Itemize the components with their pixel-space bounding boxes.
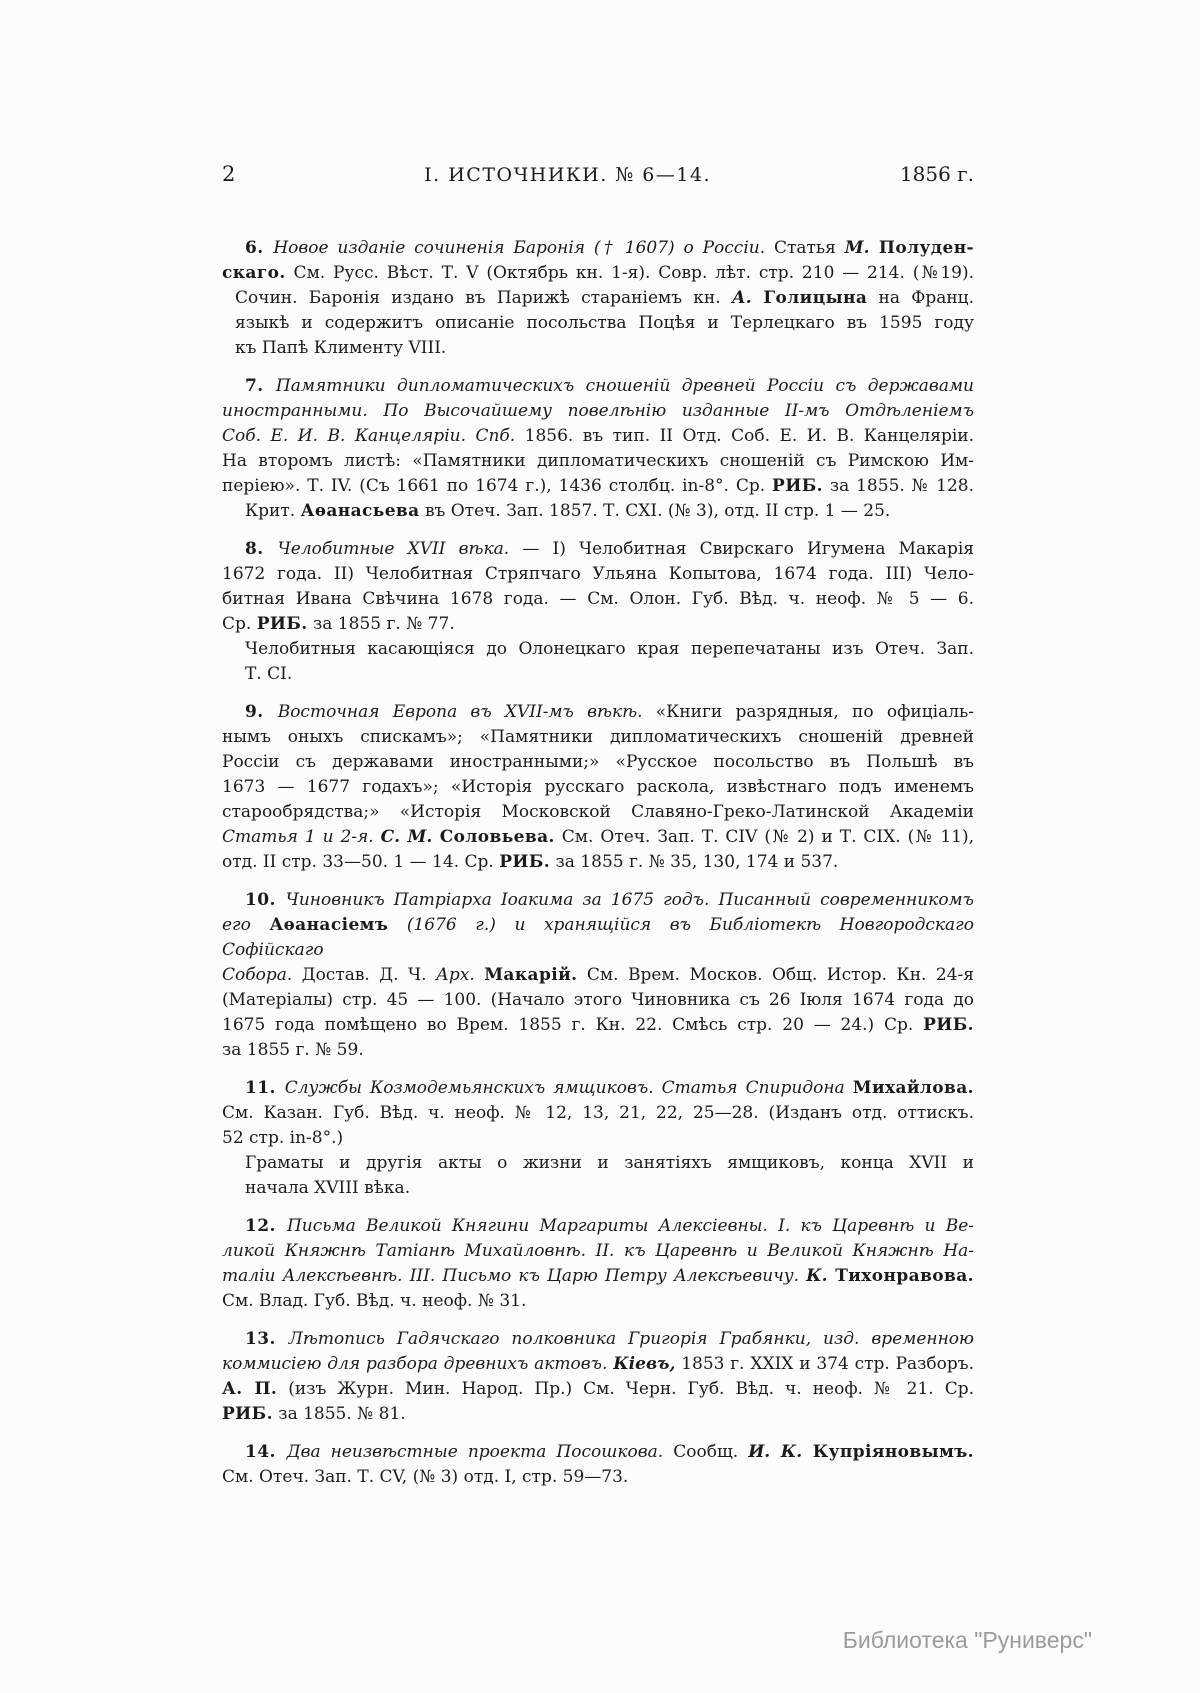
text-run: ликой Княжнѣ Татіанѣ Михайловнѣ. II. къ Царевнѣ и Великой Княжнѣ На- bbox=[222, 1241, 974, 1261]
text-run: См. Русс. Вѣст. Т. V (Октябрь кн. 1-я). Совр. лѣт. стр. 210 — 214. (№19). bbox=[285, 263, 974, 283]
text-run: Восточная Европа въ XVII-мъ вѣкѣ. bbox=[277, 702, 643, 722]
text-line bbox=[222, 1076, 974, 1101]
header-year: 1856 г. bbox=[899, 162, 974, 186]
text-run: — I) Челобитная Свирскаго Игумена Макарія bbox=[509, 539, 974, 559]
text-run: Челобитные XVII вѣка. bbox=[277, 539, 510, 559]
text-run: Соловьева. bbox=[439, 827, 555, 847]
text-run: См. Отеч. Зап. Т. CV, (№ 3) отд. I, стр. 59—73. bbox=[222, 1467, 629, 1487]
text-run: См. Влад. Губ. Вѣд. ч. неоф. № 31. bbox=[222, 1291, 527, 1311]
text-run: (изъ Журн. Мин. Народ. Пр.) См. Черн. Губ. Вѣд. ч. неоф. № 21. Ср. bbox=[277, 1379, 974, 1399]
text-run: Новое изданіе сочиненія Баронія († 1607) о Россіи. bbox=[273, 238, 766, 258]
text-line bbox=[222, 825, 974, 850]
text-line bbox=[222, 725, 974, 750]
text-line bbox=[222, 261, 974, 286]
text-run: М. bbox=[844, 238, 879, 258]
text-line bbox=[222, 1038, 974, 1063]
text-line bbox=[222, 612, 974, 637]
page-number: 2 bbox=[222, 162, 236, 186]
bibliography-entry bbox=[222, 888, 974, 1063]
text-run: РИБ. bbox=[772, 476, 823, 496]
text-run: Собора. bbox=[222, 965, 293, 985]
text-line bbox=[222, 399, 974, 424]
text-line bbox=[222, 537, 974, 562]
text-line bbox=[222, 1013, 974, 1038]
bibliography-entry bbox=[222, 1214, 974, 1314]
entries bbox=[222, 236, 974, 1490]
text-line bbox=[222, 1264, 974, 1289]
text-line bbox=[222, 1289, 974, 1314]
text-run: на Франц. bbox=[867, 288, 974, 308]
text-run: Макарій. bbox=[484, 965, 578, 985]
text-run: Чиновникъ Патріарха Іоакима за 1675 годъ. Писанный современникомъ bbox=[285, 890, 974, 910]
running-title: І. ИСТОЧНИКИ. № 6—14. bbox=[424, 164, 712, 186]
text-line bbox=[222, 637, 974, 662]
text-run: нымъ оныхъ спискамъ»; «Памятники дипломатическихъ сношеній древней bbox=[222, 727, 974, 747]
text-run: 1673 — 1677 годахъ»; «Исторія русскаго раскола, извѣстнаго подъ именемъ bbox=[222, 777, 974, 797]
text-run: за 1855. № 81. bbox=[272, 1404, 406, 1424]
text-run: РИБ. bbox=[256, 614, 308, 634]
text-line bbox=[222, 1352, 974, 1377]
text-run: старообрядства;» «Исторія Московской Славяно-Греко-Латинской Академіи bbox=[222, 802, 974, 822]
text-line bbox=[222, 1239, 974, 1264]
text-run: Статья bbox=[765, 238, 845, 258]
text-run: Россіи съ державами иностранными;» «Русское посольство въ Польшѣ въ bbox=[222, 752, 974, 772]
text-run: скаго. bbox=[222, 263, 286, 283]
text-run: Лѣтопись Гадячскаго полковника Григорія Грабянки, изд. временною bbox=[288, 1329, 974, 1349]
text-line bbox=[222, 474, 974, 499]
text-line bbox=[222, 850, 974, 875]
text-run: (Матеріалы) стр. 45 — 100. (Начало этого Чиновника съ 26 Іюля 1674 года до bbox=[222, 990, 974, 1010]
text-run: Тихонравова. bbox=[835, 1266, 974, 1286]
text-run: за 1855 г. № 59. bbox=[222, 1040, 364, 1060]
text-run: Достав. Д. Ч. bbox=[292, 965, 436, 985]
text-run: отд. II стр. 33—50. 1 — 14. Ср. bbox=[222, 852, 500, 872]
bibliography-entry bbox=[222, 1440, 974, 1490]
library-watermark: Библиотека "Руниверс" bbox=[842, 1627, 1092, 1653]
text-run: Арх. bbox=[436, 965, 475, 985]
text-run: иностранными. По Высочайшему повелѣнію изданные II-мъ Отдѣленіемъ bbox=[222, 401, 974, 421]
text-run: Два неизвѣстные проекта Посошкова. bbox=[286, 1442, 664, 1462]
text-line bbox=[222, 775, 974, 800]
text-line bbox=[222, 499, 974, 524]
text-run: въ Отеч. Зап. 1857. Т. CXI. (№ 3), отд. II стр. 1 — 25. bbox=[419, 501, 891, 521]
bibliography-entry bbox=[222, 374, 974, 524]
text-run: И. К. bbox=[748, 1442, 813, 1462]
text-run: С. М. bbox=[380, 827, 440, 847]
text-run: 13. bbox=[245, 1329, 289, 1349]
text-line bbox=[222, 311, 974, 336]
text-line bbox=[222, 1327, 974, 1352]
text-run: 11. bbox=[245, 1078, 285, 1098]
text-run: См. Врем. Москов. Общ. Истор. Кн. 24-я bbox=[577, 965, 974, 985]
text-run: начала XVIII вѣка. bbox=[245, 1178, 411, 1198]
text-line bbox=[222, 1402, 974, 1427]
text-run: 6. bbox=[245, 238, 274, 258]
text-run: Статья 1 и 2-я. bbox=[222, 827, 381, 847]
text-line bbox=[222, 988, 974, 1013]
text-line bbox=[222, 236, 974, 261]
text-run: его bbox=[222, 915, 270, 935]
text-run: 14. bbox=[245, 1442, 287, 1462]
text-run: А. П. bbox=[222, 1379, 278, 1399]
text-run: Службы Козмодемьянскихъ ямщиковъ. Статья Спиридона bbox=[284, 1078, 853, 1098]
text-run: Аѳанасіемъ bbox=[269, 915, 389, 935]
text-line bbox=[222, 336, 974, 361]
text-line bbox=[222, 374, 974, 399]
text-run: за 1855 г. № 35, 130, 174 и 537. bbox=[550, 852, 839, 872]
text-run: Голицына bbox=[763, 288, 868, 308]
text-line bbox=[222, 800, 974, 825]
bibliography-entry bbox=[222, 700, 974, 875]
text-run: 8. bbox=[245, 539, 278, 559]
text-run: 9. bbox=[245, 702, 278, 722]
text-run: за 1855. № 128. bbox=[822, 476, 974, 496]
text-run: Граматы и другія акты о жизни и занятіяхъ ямщиковъ, конца XVII и bbox=[245, 1153, 974, 1173]
text-run: періею». Т. IV. (Съ 1661 по 1674 г.), 1436 столбц. in-8°. Ср. bbox=[222, 476, 773, 496]
bibliography-entry bbox=[222, 1327, 974, 1427]
text-line bbox=[222, 1176, 974, 1201]
text-run: 7. bbox=[245, 376, 276, 396]
text-run: Михайлова. bbox=[852, 1078, 974, 1098]
text-run: А. bbox=[731, 288, 764, 308]
text-run: 10. bbox=[245, 890, 286, 910]
text-run: Соб. Е. И. В. Канцеляріи. Спб. bbox=[222, 426, 516, 446]
text-run: РИБ. bbox=[499, 852, 551, 872]
text-line bbox=[222, 1440, 974, 1465]
text-run: битная Ивана Свѣчина 1678 года. — См. Олон. Губ. Вѣд. ч. неоф. № 5 — 6. bbox=[222, 589, 974, 609]
text-run: Ср. bbox=[222, 614, 257, 634]
text-line bbox=[222, 1151, 974, 1176]
text-run: См. Казан. Губ. Вѣд. ч. неоф. № 12, 13, 21, 22, 25—28. (Изданъ отд. оттискъ. bbox=[222, 1103, 974, 1123]
text-line bbox=[222, 1377, 974, 1402]
text-run: К. bbox=[806, 1266, 836, 1286]
text-run: РИБ. bbox=[923, 1015, 974, 1035]
text-line bbox=[222, 888, 974, 913]
text-line bbox=[222, 662, 974, 687]
text-run: Аѳанасьева bbox=[300, 501, 420, 521]
text-run bbox=[475, 965, 484, 985]
text-run: языкѣ и содержитъ описаніе посольства Поцѣя и Терлецкаго въ 1595 году bbox=[235, 313, 974, 333]
bibliography-entry bbox=[222, 1076, 974, 1201]
text-line bbox=[222, 424, 974, 449]
page-header bbox=[222, 160, 974, 189]
text-line bbox=[222, 700, 974, 725]
text-run: 52 стр. in-8°.) bbox=[222, 1128, 344, 1148]
text-run: См. Отеч. Зап. Т. CIV (№ 2) и Т. CIX. (№ 11), bbox=[554, 827, 974, 847]
text-run: Памятники дипломатическихъ сношеній древней Россіи съ державами bbox=[275, 376, 974, 396]
text-line bbox=[222, 750, 974, 775]
text-line bbox=[222, 449, 974, 474]
text-run: Полуден- bbox=[878, 238, 974, 258]
text-run: Т. CI. bbox=[245, 664, 293, 684]
text-run: «Книги разрядныя, по офиціаль- bbox=[642, 702, 975, 722]
text-line bbox=[222, 913, 974, 963]
bibliography-entry bbox=[222, 537, 974, 687]
text-run: (1676 г.) и хранящійся въ Библіотекѣ Новгородскаго Софійскаго bbox=[222, 915, 974, 960]
text-run: таліи Алексѣевнѣ. III. Письмо къ Царю Петру Алексѣевичу. bbox=[222, 1266, 800, 1286]
text-run: Купріяновымъ. bbox=[812, 1442, 974, 1462]
text-run: 1853 г. XXIX и 374 стр. Разборъ. bbox=[675, 1354, 974, 1374]
text-run: 1856. въ тип. II Отд. Соб. Е. И. В. Канцеляріи. bbox=[515, 426, 974, 446]
text-run: Сочин. Баронія издано въ Парижѣ стараніемъ кн. bbox=[235, 288, 732, 308]
text-run: 1672 года. II) Челобитная Стряпчаго Ульяна Копытова, 1674 года. III) Чело- bbox=[222, 564, 974, 584]
text-line bbox=[222, 963, 974, 988]
text-line bbox=[222, 1465, 974, 1490]
text-run: Крит. bbox=[245, 501, 301, 521]
text-run: 1675 года помѣщено во Врем. 1855 г. Кн. 22. Смѣсь стр. 20 — 24.) Ср. bbox=[222, 1015, 924, 1035]
text-run: Челобитныя касающіяся до Олонецкаго края перепечатаны изъ Отеч. Зап. bbox=[245, 639, 974, 659]
bibliography-entry bbox=[222, 236, 974, 361]
text-line bbox=[222, 562, 974, 587]
text-run: 12. bbox=[245, 1216, 287, 1236]
text-line bbox=[222, 1126, 974, 1151]
text-line bbox=[222, 1101, 974, 1126]
text-run: На второмъ листѣ: «Памятники дипломатическихъ сношеній съ Римскою Им- bbox=[222, 451, 974, 471]
text-line bbox=[222, 286, 974, 311]
text-run: РИБ. bbox=[222, 1404, 273, 1424]
text-run: за 1855 г. № 77. bbox=[307, 614, 455, 634]
text-run: Письма Великой Княгини Маргариты Алексіевны. I. къ Царевнѣ и Ве- bbox=[286, 1216, 974, 1236]
text-line bbox=[222, 1214, 974, 1239]
text-run: коммисіею для разбора древнихъ актовъ. bbox=[222, 1354, 614, 1374]
text-run: Кіевъ, bbox=[613, 1354, 676, 1374]
text-line bbox=[222, 587, 974, 612]
text-run: къ Папѣ Клименту VIII. bbox=[235, 338, 447, 358]
text-run: Сообщ. bbox=[663, 1442, 749, 1462]
